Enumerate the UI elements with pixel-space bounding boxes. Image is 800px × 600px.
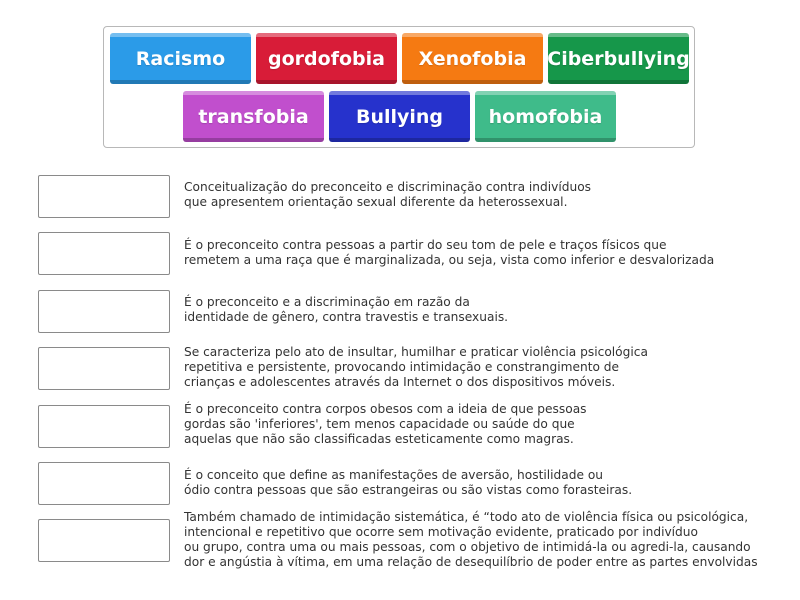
tile-homofobia[interactable]: homofobia — [475, 91, 616, 142]
answer-slot-1[interactable] — [38, 175, 170, 218]
tile-bullying[interactable]: Bullying — [329, 91, 470, 142]
definition-line: Também chamado de intimidação sistemática, é “todo ato de violência física ou psicológica, — [184, 510, 749, 524]
definition-line: repetitiva e persistente, provocando intimidação e constrangimento de — [184, 360, 620, 374]
definition-line: crianças e adolescentes através da Internet o dos dispositivos móveis. — [184, 375, 616, 389]
definition-line: dor e angústia à vítima, em uma relação de desequilíbrio de poder entre as partes envolvidas — [184, 555, 758, 569]
answer-slot-5[interactable] — [38, 405, 170, 448]
definition-line: remetem a uma raça que é marginalizada, ou seja, vista como inferior e desvalorizada — [184, 253, 715, 267]
definition-1 — [184, 180, 784, 210]
tile-transfobia[interactable]: transfobia — [183, 91, 324, 142]
definition-line: ou grupo, contra uma ou mais pessoas, com o objetivo de intimidá-la ou agredi-la, causando — [184, 540, 751, 554]
definition-line: intencional e repetitivo que ocorre sem motivação evidente, praticado por indivíduo — [184, 525, 698, 539]
definition-line: aquelas que não são classificadas esteticamente como magras. — [184, 432, 574, 446]
definition-line: Se caracteriza pelo ato de insultar, humilhar e praticar violência psicológica — [184, 345, 648, 359]
answer-slot-3[interactable] — [38, 290, 170, 333]
definition-line: É o preconceito contra corpos obesos com a ideia de que pessoas — [184, 402, 587, 416]
definition-2 — [184, 238, 784, 268]
definition-3 — [184, 295, 784, 325]
definition-4 — [184, 345, 784, 390]
definition-line: identidade de gênero, contra travestis e transexuais. — [184, 310, 509, 324]
definition-6 — [184, 468, 784, 498]
definition-line: gordas são 'inferiores', tem menos capacidade ou saúde do que — [184, 417, 575, 431]
definition-line: É o conceito que define as manifestações de aversão, hostilidade ou — [184, 468, 604, 482]
definition-5 — [184, 402, 784, 447]
definition-7 — [184, 510, 784, 570]
definition-line: ódio contra pessoas que são estrangeiras ou são vistas como forasteiras. — [184, 483, 633, 497]
tile-racismo[interactable]: Racismo — [110, 33, 251, 84]
answer-slot-2[interactable] — [38, 232, 170, 275]
tile-xenofobia[interactable]: Xenofobia — [402, 33, 543, 84]
definition-line: É o preconceito e a discriminação em razão da — [184, 295, 470, 309]
definition-line: É o preconceito contra pessoas a partir do seu tom de pele e traços físicos que — [184, 238, 667, 252]
definition-line: Conceitualização do preconceito e discriminação contra indivíduos — [184, 180, 592, 194]
definition-line: que apresentem orientação sexual diferente da heterossexual. — [184, 195, 568, 209]
tile-gordofobia[interactable]: gordofobia — [256, 33, 397, 84]
answer-slot-7[interactable] — [38, 519, 170, 562]
answer-slot-4[interactable] — [38, 347, 170, 390]
answer-slot-6[interactable] — [38, 462, 170, 505]
tile-ciberbullying[interactable]: Ciberbullying — [548, 33, 689, 84]
